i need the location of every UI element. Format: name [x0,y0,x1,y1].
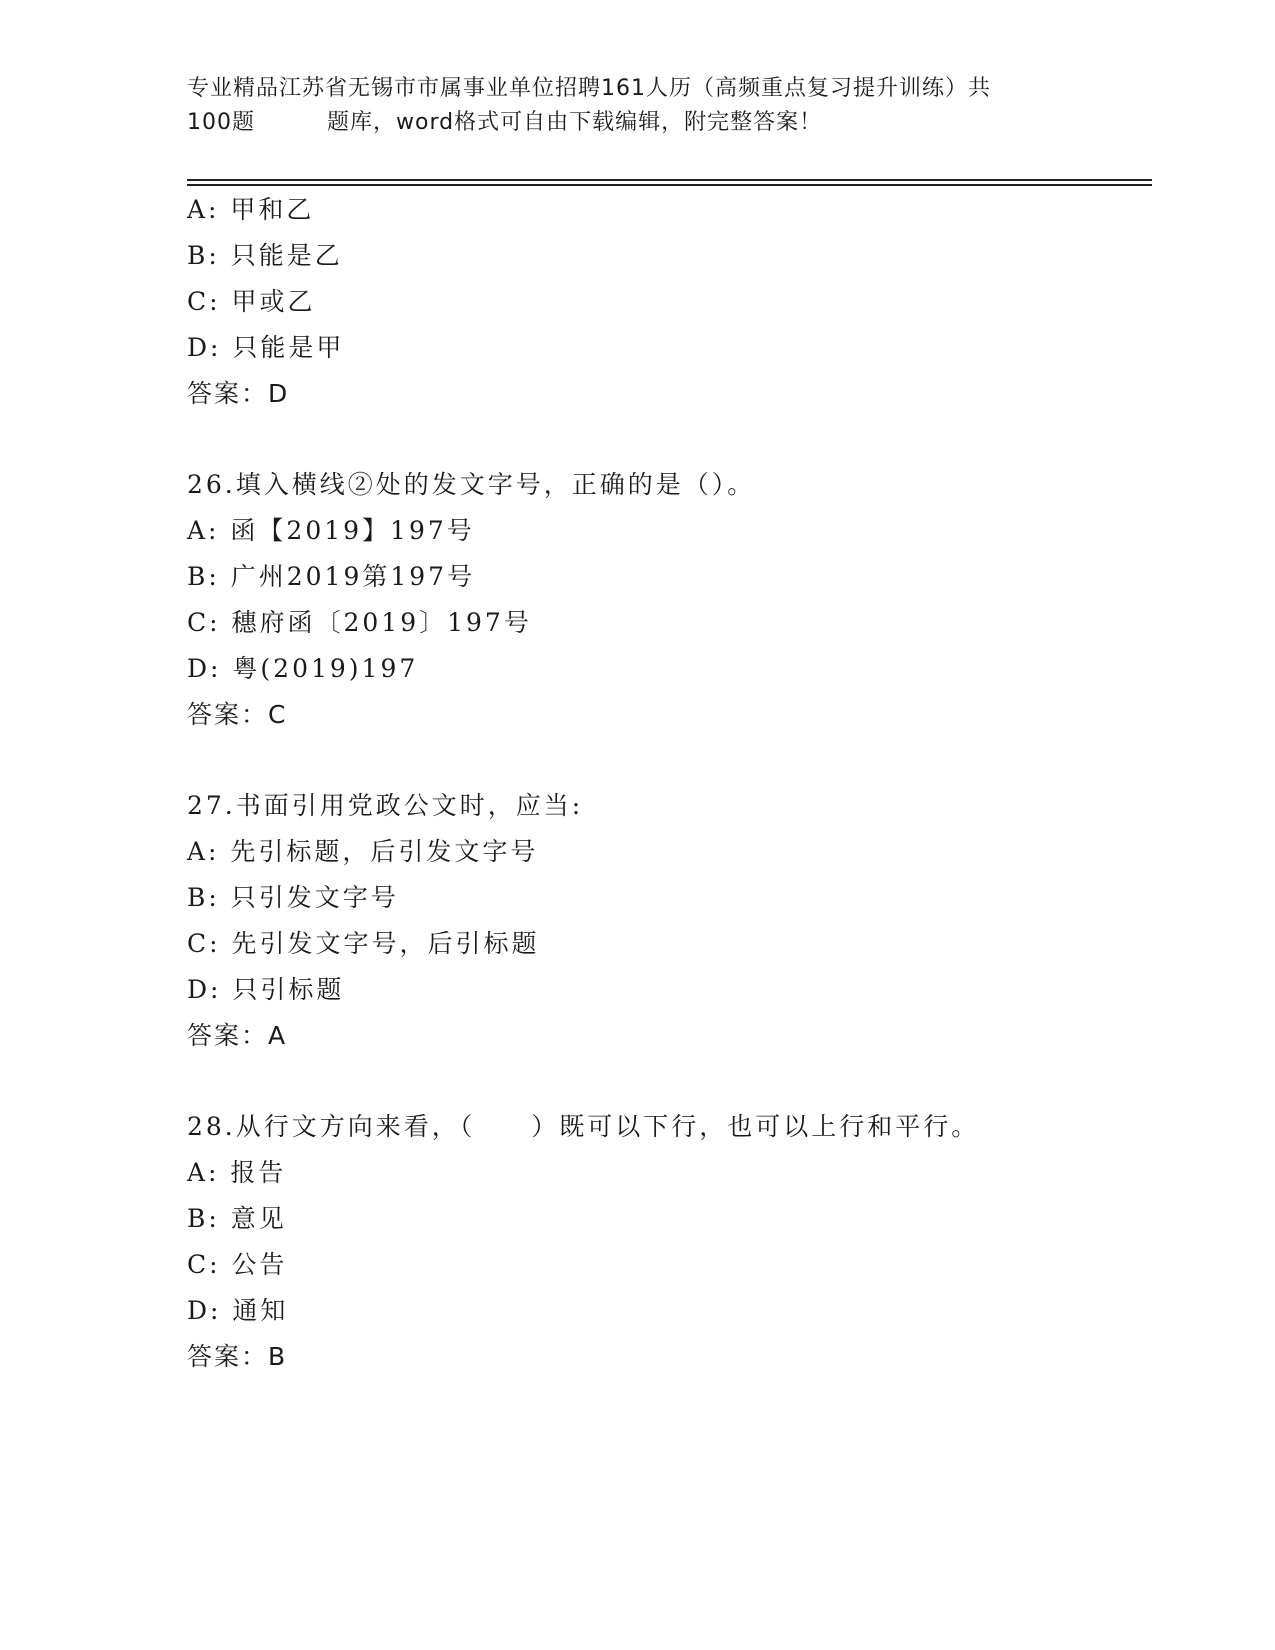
header-line-2 [187,106,1087,140]
question-stem: 28.从行文方向来看，（ ）既可以下行，也可以上行和平行。 [187,1112,980,1141]
question-list [187,187,1147,1380]
header-divider-top [187,179,1152,181]
question-stem: 27.书面引用党政公文时，应当: [187,791,584,820]
option-c: C: 先引发文字号，后引标题 [187,929,540,958]
option-d: D: 通知 [187,1296,289,1325]
question-stem: 26.填入横线②处的发文字号，正确的是（）。 [187,470,756,499]
option-a: A: 函【2019】197号 [187,516,475,545]
question-26 [187,462,1147,738]
option-b: B: 只能是乙 [187,241,343,270]
page-header [187,72,1087,140]
option-a: A: 先引标题，后引发文字号 [187,837,539,866]
option-c: C: 穗府函〔2019〕197号 [187,608,532,637]
header-line-1: 专业精品江苏省无锡市市属事业单位招聘161人历（高频重点复习提升训练）共 [187,76,991,101]
answer: 答案：D [187,379,290,408]
option-b: B: 意见 [187,1204,287,1233]
header-divider-bottom [187,184,1152,186]
header-line-2-count: 100题 [187,110,255,135]
option-a: A: 报告 [187,1158,287,1187]
option-d: D: 只引标题 [187,975,345,1004]
option-b: B: 只引发文字号 [187,883,399,912]
header-line-2-text: 题库，word格式可自由下载编辑，附完整答案！ [327,110,823,135]
answer: 答案：A [187,1021,288,1050]
answer: 答案：C [187,700,288,729]
option-d: D: 只能是甲 [187,333,345,362]
option-b: B: 广州2019第197号 [187,562,476,591]
answer: 答案：B [187,1342,288,1371]
option-c: C: 甲或乙 [187,287,316,316]
option-d: D: 粤(2019)197 [187,654,419,683]
option-a: A: 甲和乙 [187,195,315,224]
question-partial [187,187,1147,417]
question-28 [187,1104,1147,1380]
question-27 [187,783,1147,1059]
option-c: C: 公告 [187,1250,288,1279]
